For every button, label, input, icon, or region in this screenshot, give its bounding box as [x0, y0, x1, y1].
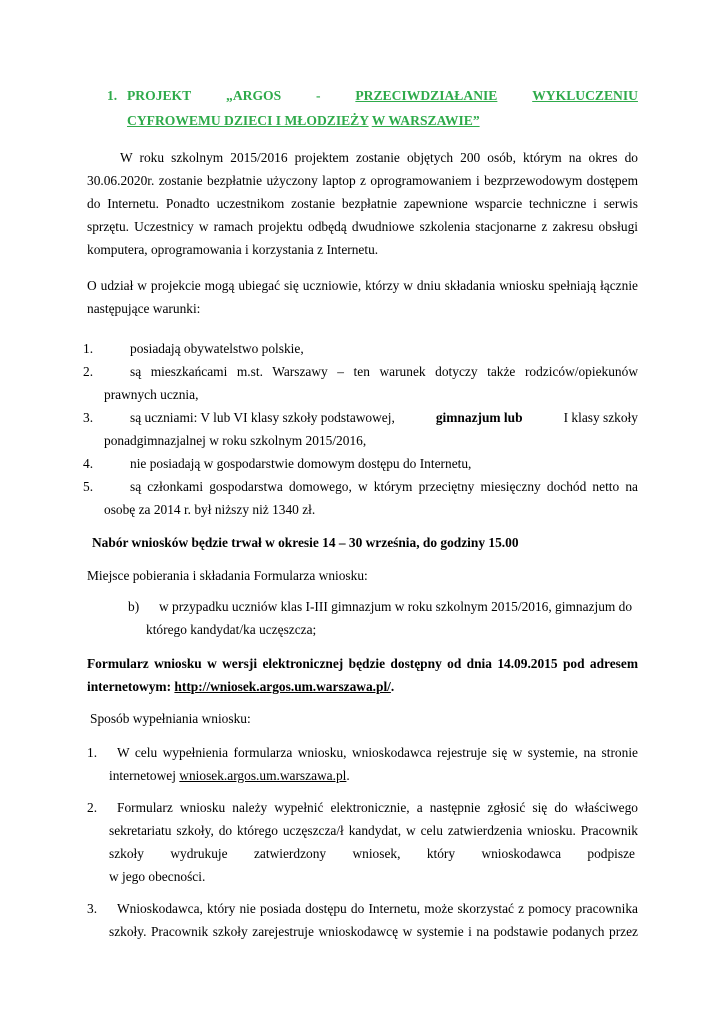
condition-number: 4. [83, 456, 94, 471]
step-text: szkoły. Pracownik szkoły zarejestruje wnioskodawcę w systemie i na podstawie podanych przez [109, 924, 638, 939]
step-word: podpisze [587, 846, 635, 861]
step-text: Wnioskodawca, który nie posiada dostępu do Internetu, może skorzystać z pomocy pracownika [117, 901, 638, 916]
condition-text: są mieszkańcami m.st. Warszawy – ten warunek dotyczy także rodziców/opiekunów [130, 364, 638, 379]
step-word: szkoły [109, 846, 144, 861]
nabor-text: Nabór wniosków będzie trwał w okresie 14 – 30 września, do godziny 15.00 [92, 535, 519, 550]
heading-part: W WARSZAWIE” [371, 113, 480, 128]
step-text: sekretariatu szkoły, do którego uczęszcza/ł kandydat, w celu zatwierdzenia wniosku. Pracownik [109, 823, 638, 838]
step-word: wydrukuje [170, 846, 228, 861]
formularz-line [87, 679, 394, 695]
point-b-text: którego kandydat/ka uczęszcza; [146, 622, 317, 637]
heading-word: PROJEKT [127, 88, 192, 103]
step-word: który [426, 846, 456, 861]
condition-text: posiadają obywatelstwo polskie, [130, 341, 304, 356]
condition-part-bold: gimnazjum lub [435, 410, 523, 425]
heading-word: - [316, 88, 321, 103]
condition-text: osobę za 2014 r. był niższy niż 1340 zł. [104, 502, 316, 517]
formularz-line: Formularz wniosku w wersji elektronicznej będzie dostępny od dnia 14.09.2015 pod adresem [87, 656, 638, 671]
condition-part: są uczniami: V lub VI klasy szkoły podstawowej, [130, 410, 395, 425]
condition-text: ponadgimnazjalnej w roku szkolnym 2015/2016, [104, 433, 367, 448]
formularz-link[interactable]: http://wniosek.argos.um.warszawa.pl/ [174, 679, 391, 694]
intro-line: 30.06.2020r. zostanie bezpłatnie użyczony laptop z oprogramowaniem i bezprzewodowym dostępem [87, 173, 638, 188]
condition-text: są członkami gospodarstwa domowego, w którym przeciętny miesięczny dochód netto na [130, 479, 638, 494]
step-text [109, 768, 350, 784]
intro-line: do Internetu. Ponadto uczestnikom zostanie bezpłatnie zapewnione wsparcie techniczne i serwis [87, 196, 638, 211]
heading-word: PRZECIWDZIAŁANIE [355, 88, 498, 103]
condition-text: nie posiadają w gospodarstwie domowym dostępu do Internetu, [130, 456, 472, 471]
intro-line: komputera, oprogramowania i korzystania z Internetu. [87, 242, 379, 257]
condition-number: 1. [83, 341, 94, 356]
formularz-text: internetowym: [87, 679, 172, 694]
sposob-text: Sposób wypełniania wniosku: [90, 711, 251, 726]
point-b-text: w przypadku uczniów klas I-III gimnazjum w roku szkolnym 2015/2016, gimnazjum do [159, 599, 633, 614]
heading-line-2 [127, 113, 480, 129]
step-text: Formularz wniosku należy wypełnić elektronicznie, a następnie zgłosić się do właściwego [117, 800, 638, 815]
condition-part: I klasy szkoły [563, 410, 638, 425]
miejsce-text: Miejsce pobierania i składania Formularza wniosku: [87, 568, 368, 583]
condition-text [130, 410, 638, 426]
step-word: wniosek, [352, 846, 401, 861]
step-end: . [346, 768, 350, 783]
condition-number: 2. [83, 364, 94, 379]
step-text: W celu wypełnienia formularza wniosku, wnioskodawca rejestruje się w systemie, na stronie [117, 745, 638, 760]
heading-word: „ARGOS [226, 88, 282, 103]
step-word: zatwierdzony [253, 846, 327, 861]
point-b-label: b) [128, 599, 140, 614]
eligibility-line: O udział w projekcie mogą ubiegać się uczniowie, którzy w dniu składania wniosku spełniają łącznie [87, 278, 638, 293]
step-text [109, 846, 635, 862]
condition-number: 5. [83, 479, 94, 494]
heading-number: 1. [107, 88, 118, 103]
step-text: w jego obecności. [109, 869, 206, 884]
step-number: 1. [87, 745, 98, 760]
condition-text: prawnych ucznia, [104, 387, 199, 402]
intro-line: W roku szkolnym 2015/2016 projektem zostanie objętych 200 osób, którym na okres do [120, 150, 638, 165]
eligibility-line: następujące warunki: [87, 301, 201, 316]
step-number: 2. [87, 800, 98, 815]
step-number: 3. [87, 901, 98, 916]
step-text-part: internetowej [109, 768, 176, 783]
heading-word: WYKLUCZENIU [532, 88, 638, 103]
step-link[interactable]: wniosek.argos.um.warszawa.pl [179, 768, 347, 783]
intro-line: sprzętu. Uczestnicy w ramach projektu odbędą dwudniowe szkolenia stacjonarne z zakresu obsługi [87, 219, 638, 234]
condition-number: 3. [83, 410, 94, 425]
heading-part: CYFROWEMU DZIECI I MŁODZIEŻY [127, 113, 369, 128]
step-word: wnioskodawca [481, 846, 562, 861]
formularz-end: . [390, 679, 395, 694]
heading-line-1 [127, 88, 638, 104]
